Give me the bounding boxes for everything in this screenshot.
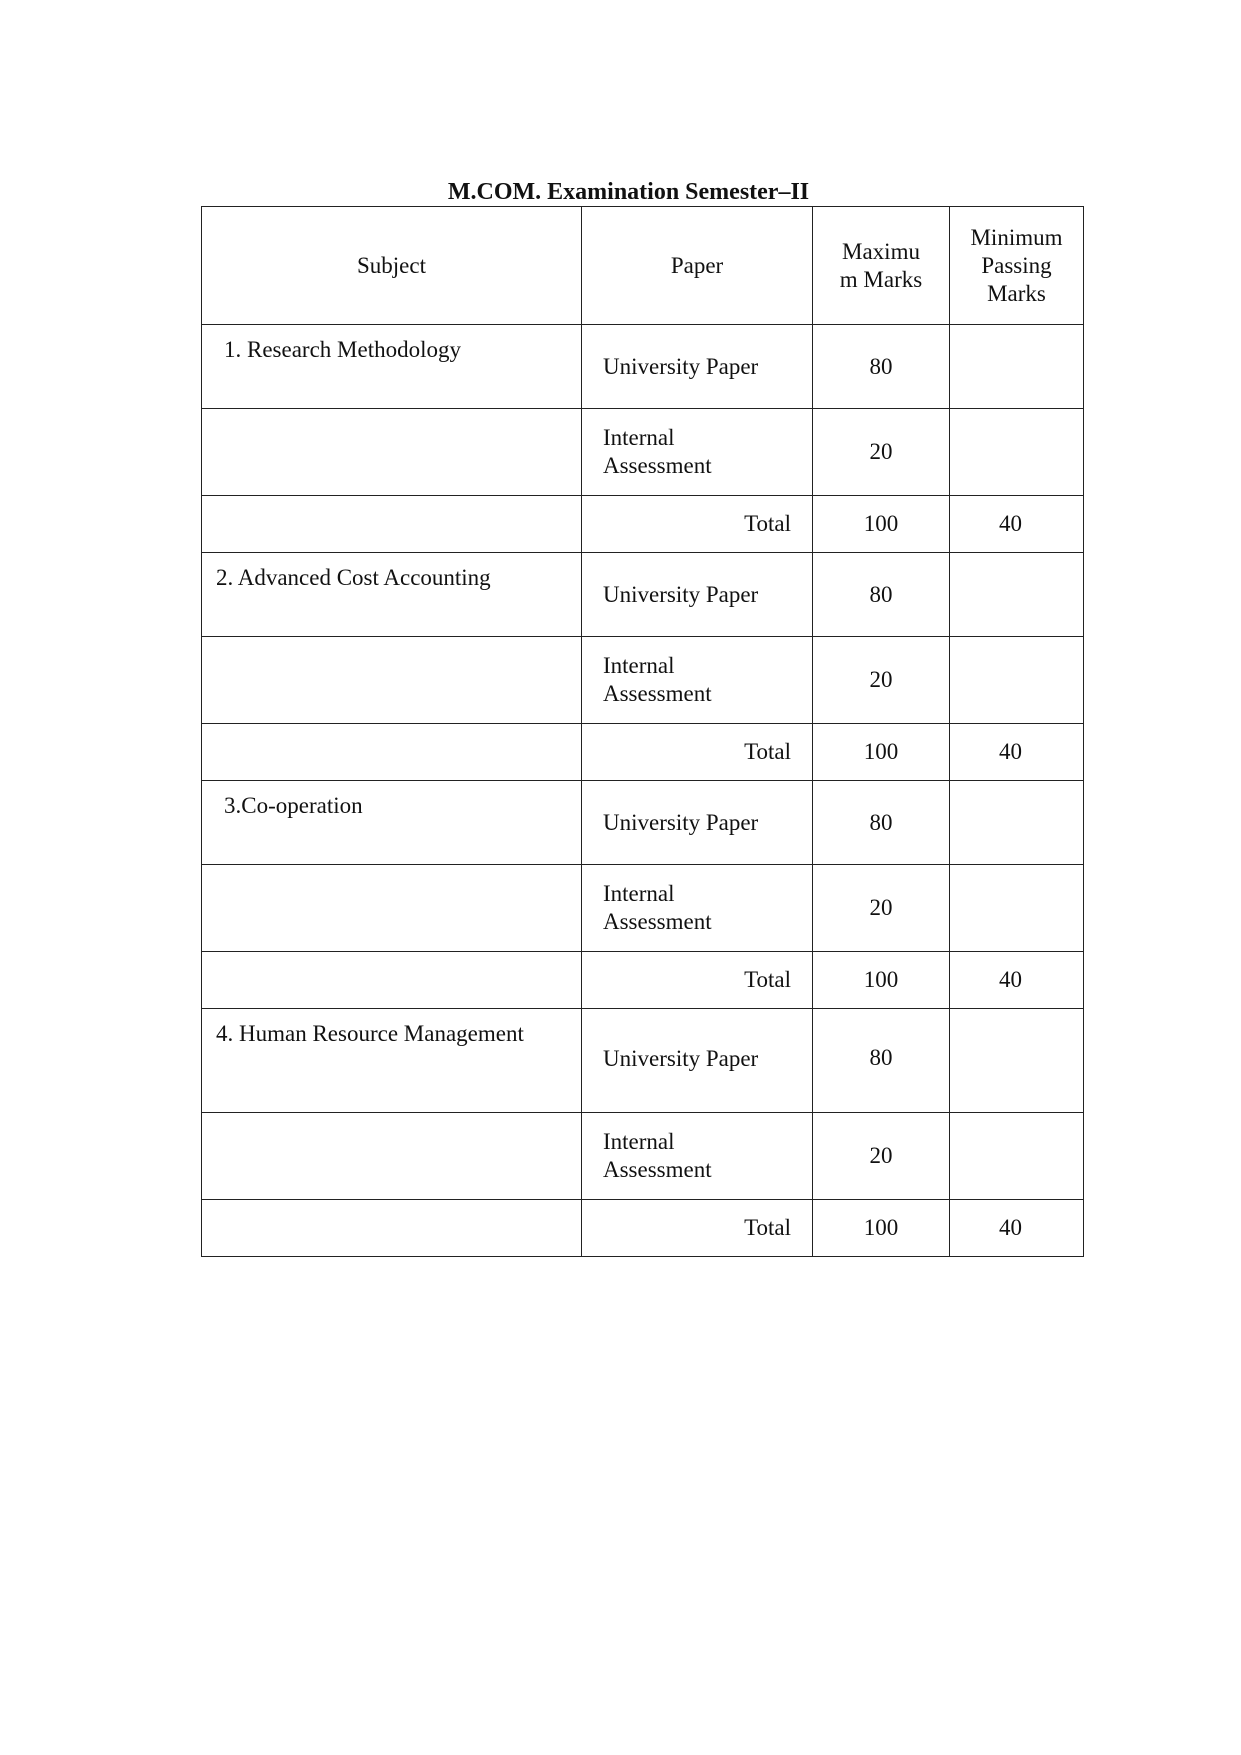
max-marks-total: 100 bbox=[813, 1200, 950, 1257]
page-title: M.COM. Examination Semester–II bbox=[447, 179, 810, 205]
max-marks-internal: 20 bbox=[813, 1113, 950, 1200]
table-row bbox=[202, 1113, 1084, 1200]
paper-total: Total bbox=[582, 496, 813, 553]
header-max-marks: Maximu m Marks bbox=[813, 207, 950, 325]
paper-university: University Paper bbox=[582, 1009, 813, 1113]
header-paper: Paper bbox=[582, 207, 813, 325]
max-marks-university: 80 bbox=[813, 1009, 950, 1113]
paper-total: Total bbox=[582, 1200, 813, 1257]
max-marks-university: 80 bbox=[813, 553, 950, 637]
max-marks-university: 80 bbox=[813, 325, 950, 409]
subject-name: 1. Research Methodology bbox=[202, 325, 582, 409]
subject-empty bbox=[202, 865, 582, 952]
table-row bbox=[202, 637, 1084, 724]
paper-total: Total bbox=[582, 724, 813, 781]
paper-internal: Internal Assessment bbox=[582, 409, 813, 496]
header-subject: Subject bbox=[202, 207, 582, 325]
subject-empty bbox=[202, 409, 582, 496]
subject-empty bbox=[202, 1113, 582, 1200]
subject-name: 3.Co-operation bbox=[202, 781, 582, 865]
min-marks-cell bbox=[944, 325, 1078, 409]
min-marks-cell bbox=[944, 553, 1078, 637]
table-row bbox=[202, 952, 1084, 1009]
paper-internal: Internal Assessment bbox=[582, 865, 813, 952]
min-marks-total: 40 bbox=[944, 724, 1078, 781]
max-marks-total: 100 bbox=[813, 496, 950, 553]
table-row bbox=[202, 325, 1084, 409]
min-marks-cell bbox=[944, 409, 1078, 496]
table-row bbox=[202, 409, 1084, 496]
subject-empty bbox=[202, 1200, 582, 1257]
table-row bbox=[202, 1200, 1084, 1257]
header-min-marks: Minimum Passing Marks bbox=[950, 207, 1084, 325]
max-marks-total: 100 bbox=[813, 952, 950, 1009]
subject-empty bbox=[202, 952, 582, 1009]
max-marks-university: 80 bbox=[813, 781, 950, 865]
paper-internal: Internal Assessment bbox=[582, 637, 813, 724]
table-row bbox=[202, 496, 1084, 553]
max-marks-total: 100 bbox=[813, 724, 950, 781]
table-header-row bbox=[202, 207, 1084, 325]
subject-empty bbox=[202, 724, 582, 781]
paper-university: University Paper bbox=[582, 553, 813, 637]
paper-internal: Internal Assessment bbox=[582, 1113, 813, 1200]
table-row bbox=[202, 724, 1084, 781]
subject-name: 4. Human Resource Management bbox=[202, 1009, 582, 1113]
min-marks-cell bbox=[944, 1009, 1078, 1113]
max-marks-internal: 20 bbox=[813, 409, 950, 496]
min-marks-cell bbox=[944, 865, 1078, 952]
min-marks-cell bbox=[944, 781, 1078, 865]
subject-name: 2. Advanced Cost Accounting bbox=[202, 553, 582, 637]
paper-university: University Paper bbox=[582, 781, 813, 865]
subject-empty bbox=[202, 496, 582, 553]
max-marks-internal: 20 bbox=[813, 865, 950, 952]
min-marks-total: 40 bbox=[944, 952, 1078, 1009]
min-marks-total: 40 bbox=[944, 496, 1078, 553]
table-row bbox=[202, 865, 1084, 952]
subject-empty bbox=[202, 637, 582, 724]
min-marks-total: 40 bbox=[944, 1200, 1078, 1257]
table-row bbox=[202, 1009, 1084, 1113]
table-row bbox=[202, 553, 1084, 637]
table-row bbox=[202, 781, 1084, 865]
min-marks-cell bbox=[944, 637, 1078, 724]
paper-university: University Paper bbox=[582, 325, 813, 409]
max-marks-internal: 20 bbox=[813, 637, 950, 724]
marks-table bbox=[201, 206, 1084, 1257]
paper-total: Total bbox=[582, 952, 813, 1009]
min-marks-cell bbox=[944, 1113, 1078, 1200]
